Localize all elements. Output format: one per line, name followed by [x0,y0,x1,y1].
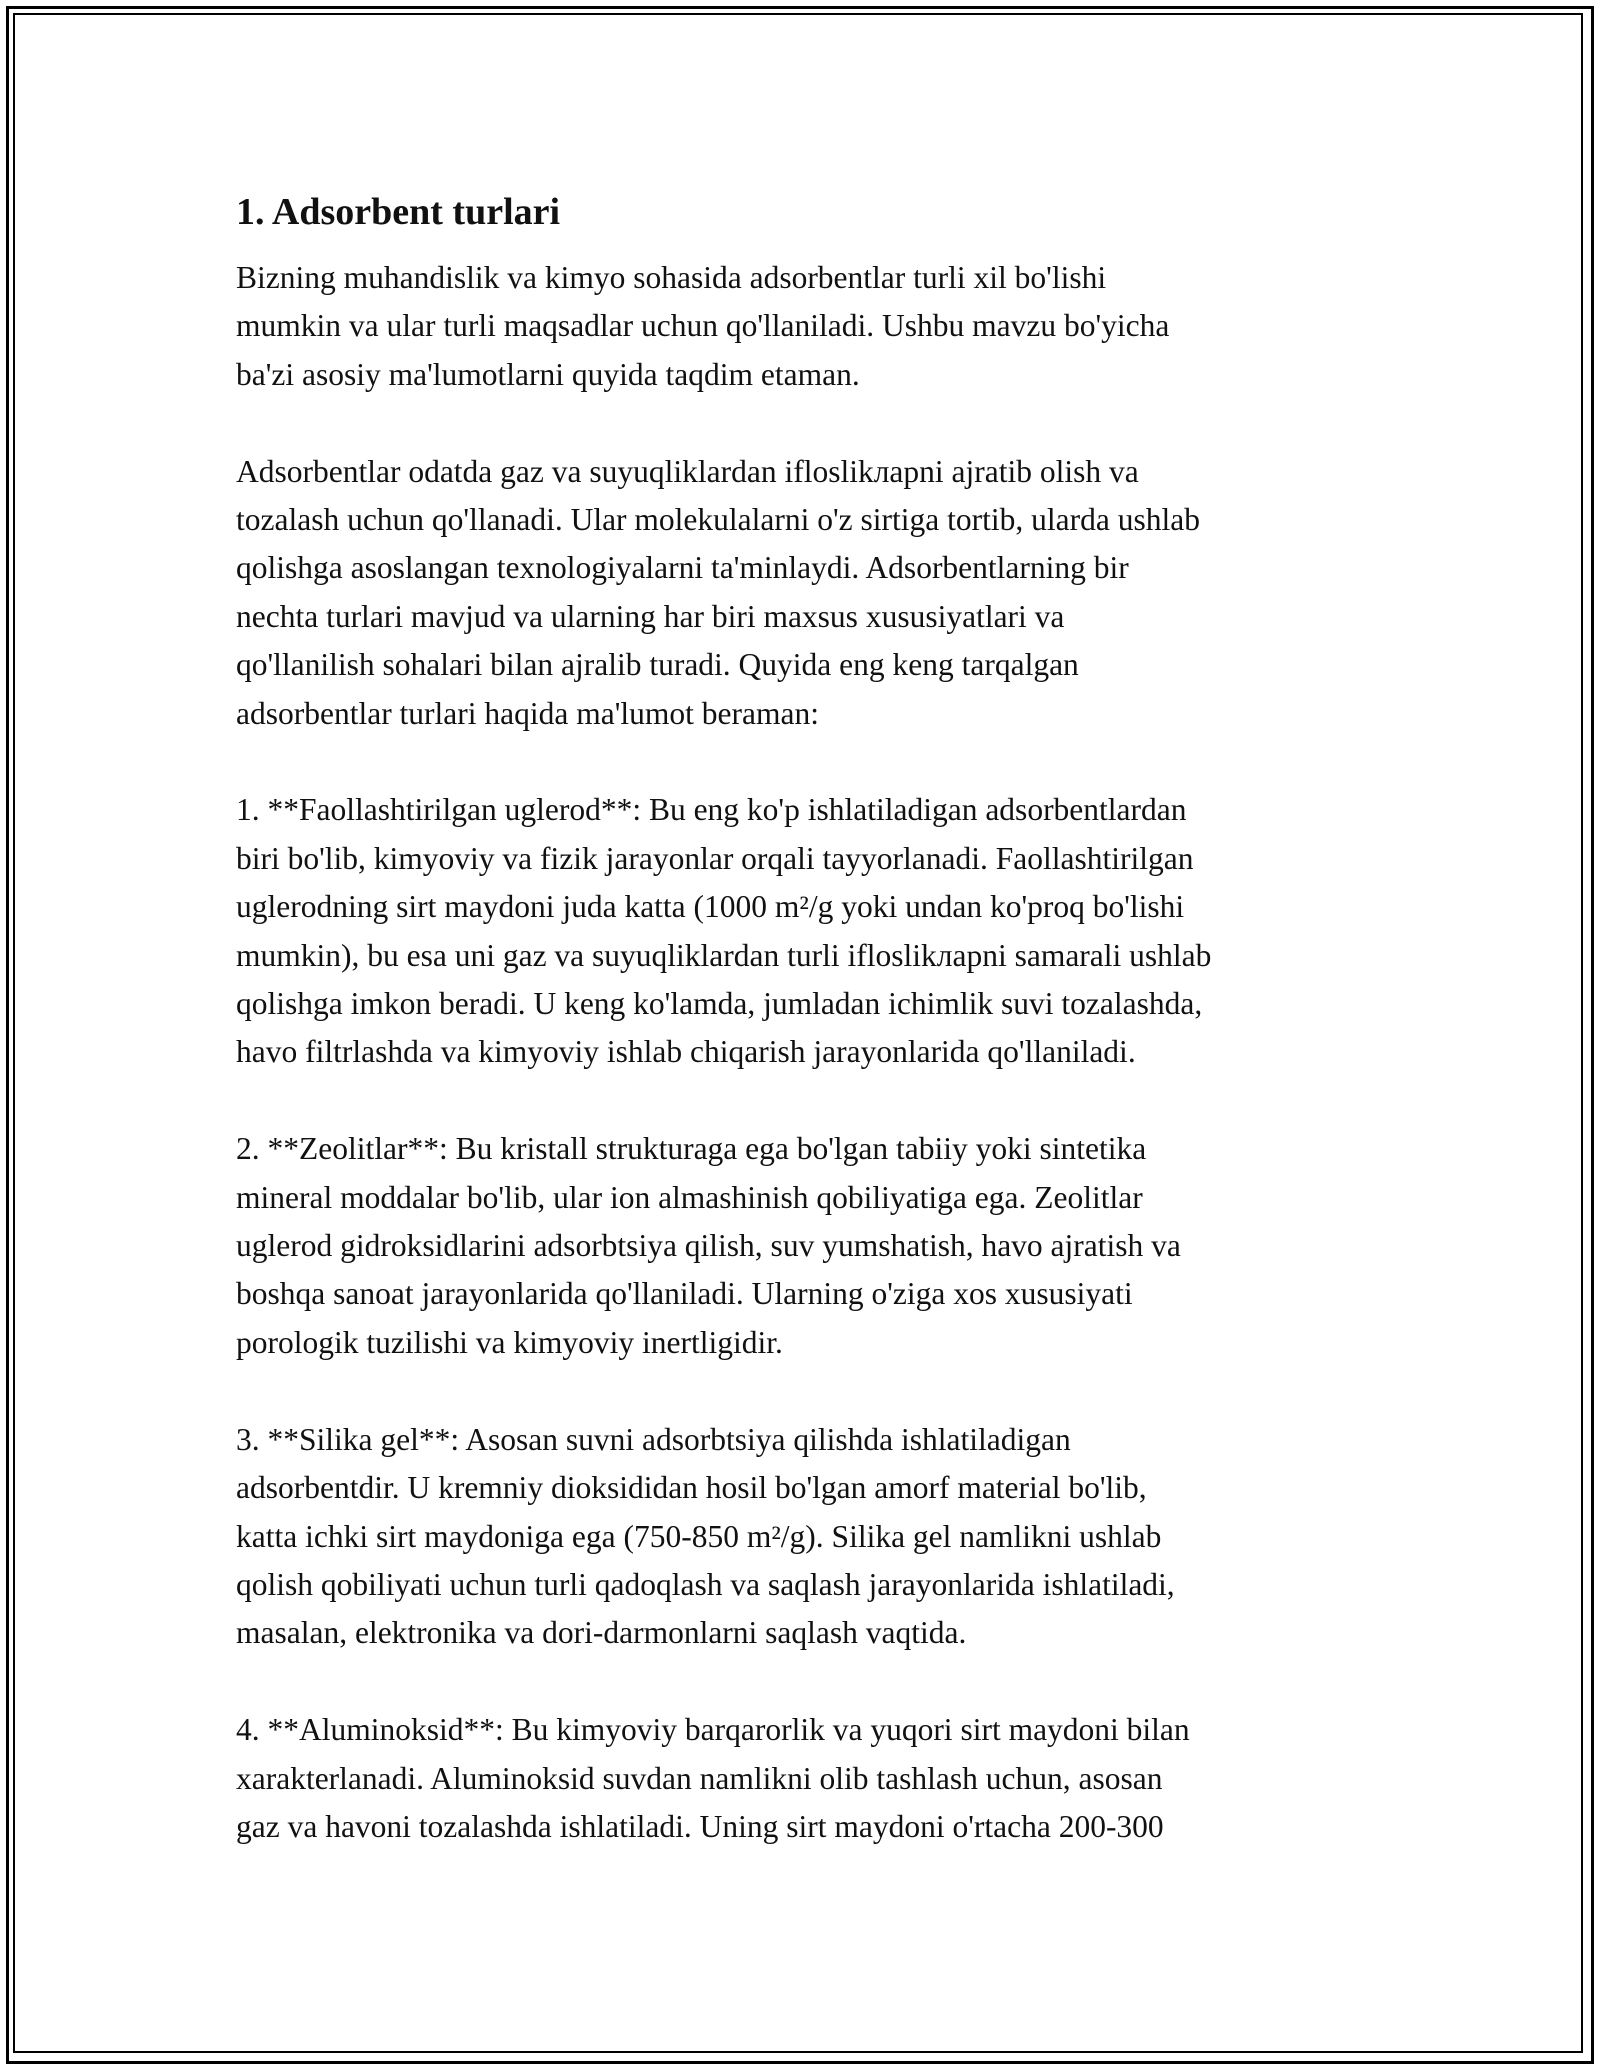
text-line: qo'llanilish sohalari bilan ajralib turadi. Quyida eng keng tarqalgan [236,647,1079,683]
text-line: 3. **Silika gel**: Asosan suvni adsorbtsiya qilishda ishlatiladigan [236,1421,1071,1457]
paragraph-overview [236,448,1366,738]
text-line: adsorbentlar turlari haqida ma'lumot beraman: [236,695,819,731]
text-line: porologik tuzilishi va kimyoviy inertligidir. [236,1324,783,1360]
text-line: boshqa sanoat jarayonlarida qo'llaniladi. Ularning o'ziga xos xususiyati [236,1276,1133,1312]
text-line: gaz va havoni tozalashda ishlatiladi. Uning sirt maydoni o'rtacha 200-300 [236,1808,1164,1844]
text-line: tozalash uchun qo'llanadi. Ular molekulalarni o'z sirtiga tortib, ularda ushlab [236,502,1200,538]
text-line: nechta turlari mavjud va ularning har biri maxsus xususiyatlari va [236,598,1065,634]
paragraph-intro [236,254,1366,399]
text-line: 4. **Aluminoksid**: Bu kimyoviy barqarorlik va yuqori sirt maydoni bilan [236,1712,1190,1748]
text-line: qolishga imkon beradi. U keng ko'lamda, jumladan ichimlik suvi tozalashda, [236,986,1203,1022]
text-line: havo filtrlashda va kimyoviy ishlab chiqarish jarayonlarida qo'llaniladi. [236,1034,1136,1070]
document-body [236,186,1366,1900]
paragraph-silica-gel [236,1416,1366,1658]
paragraph-alumina [236,1706,1366,1851]
text-line: uglerod gidroksidlarini adsorbtsiya qilish, suv yumshatish, havo ajratish va [236,1228,1181,1264]
text-line: mumkin va ular turli maqsadlar uchun qo'llaniladi. Ushbu mavzu bo'yicha [236,308,1170,344]
text-line: masalan, elektronika va dori-darmonlarni saqlash vaqtida. [236,1615,967,1651]
text-line: xarakterlanadi. Aluminoksid suvdan namlikni olib tashlash uchun, asosan [236,1760,1163,1796]
text-line: mumkin), bu esa uni gaz va suyuqliklardan turli ifloslikларni samarali ushlab [236,937,1212,973]
text-line: Bizning muhandislik va kimyo sohasida adsorbentlar turli xil bo'lishi [236,260,1107,295]
text-line: uglerodning sirt maydoni juda katta (1000 m²/g yoki undan ko'proq bo'lishi [236,889,1185,925]
paragraph-activated-carbon [236,786,1366,1076]
document-title: 1. Adsorbent turlari [236,191,561,233]
text-line: biri bo'lib, kimyoviy va fizik jarayonlar orqali tayyorlanadi. Faollashtirilgan [236,840,1194,876]
text-line: 2. **Zeolitlar**: Bu kristall strukturaga ega bo'lgan tabiiy yoki sintetika [236,1131,1147,1167]
text-line: qolish qobiliyati uchun turli qadoqlash va saqlash jarayonlarida ishlatiladi, [236,1566,1175,1602]
paragraph-zeolites [236,1125,1366,1367]
text-line: 1. **Faollashtirilgan uglerod**: Bu eng ko'p ishlatiladigan adsorbentlardan [236,792,1187,828]
text-line: qolishga asoslangan texnologiyalarni ta'minlaydi. Adsorbentlarning bir [236,550,1129,586]
text-line: adsorbentdir. U kremniy dioksididan hosil bo'lgan amorf material bo'lib, [236,1470,1147,1506]
text-line: katta ichki sirt maydoniga ega (750-850 m²/g). Silika gel namlikni ushlab [236,1518,1162,1554]
text-line: Adsorbentlar odatda gaz va suyuqliklardan ifloslikларni ajratib olish va [236,453,1139,489]
text-line: mineral moddalar bo'lib, ular ion almashinish qobiliyatiga ega. Zeolitlar [236,1179,1143,1215]
text-line: ba'zi asosiy ma'lumotlarni quyida taqdim etaman. [236,356,860,392]
